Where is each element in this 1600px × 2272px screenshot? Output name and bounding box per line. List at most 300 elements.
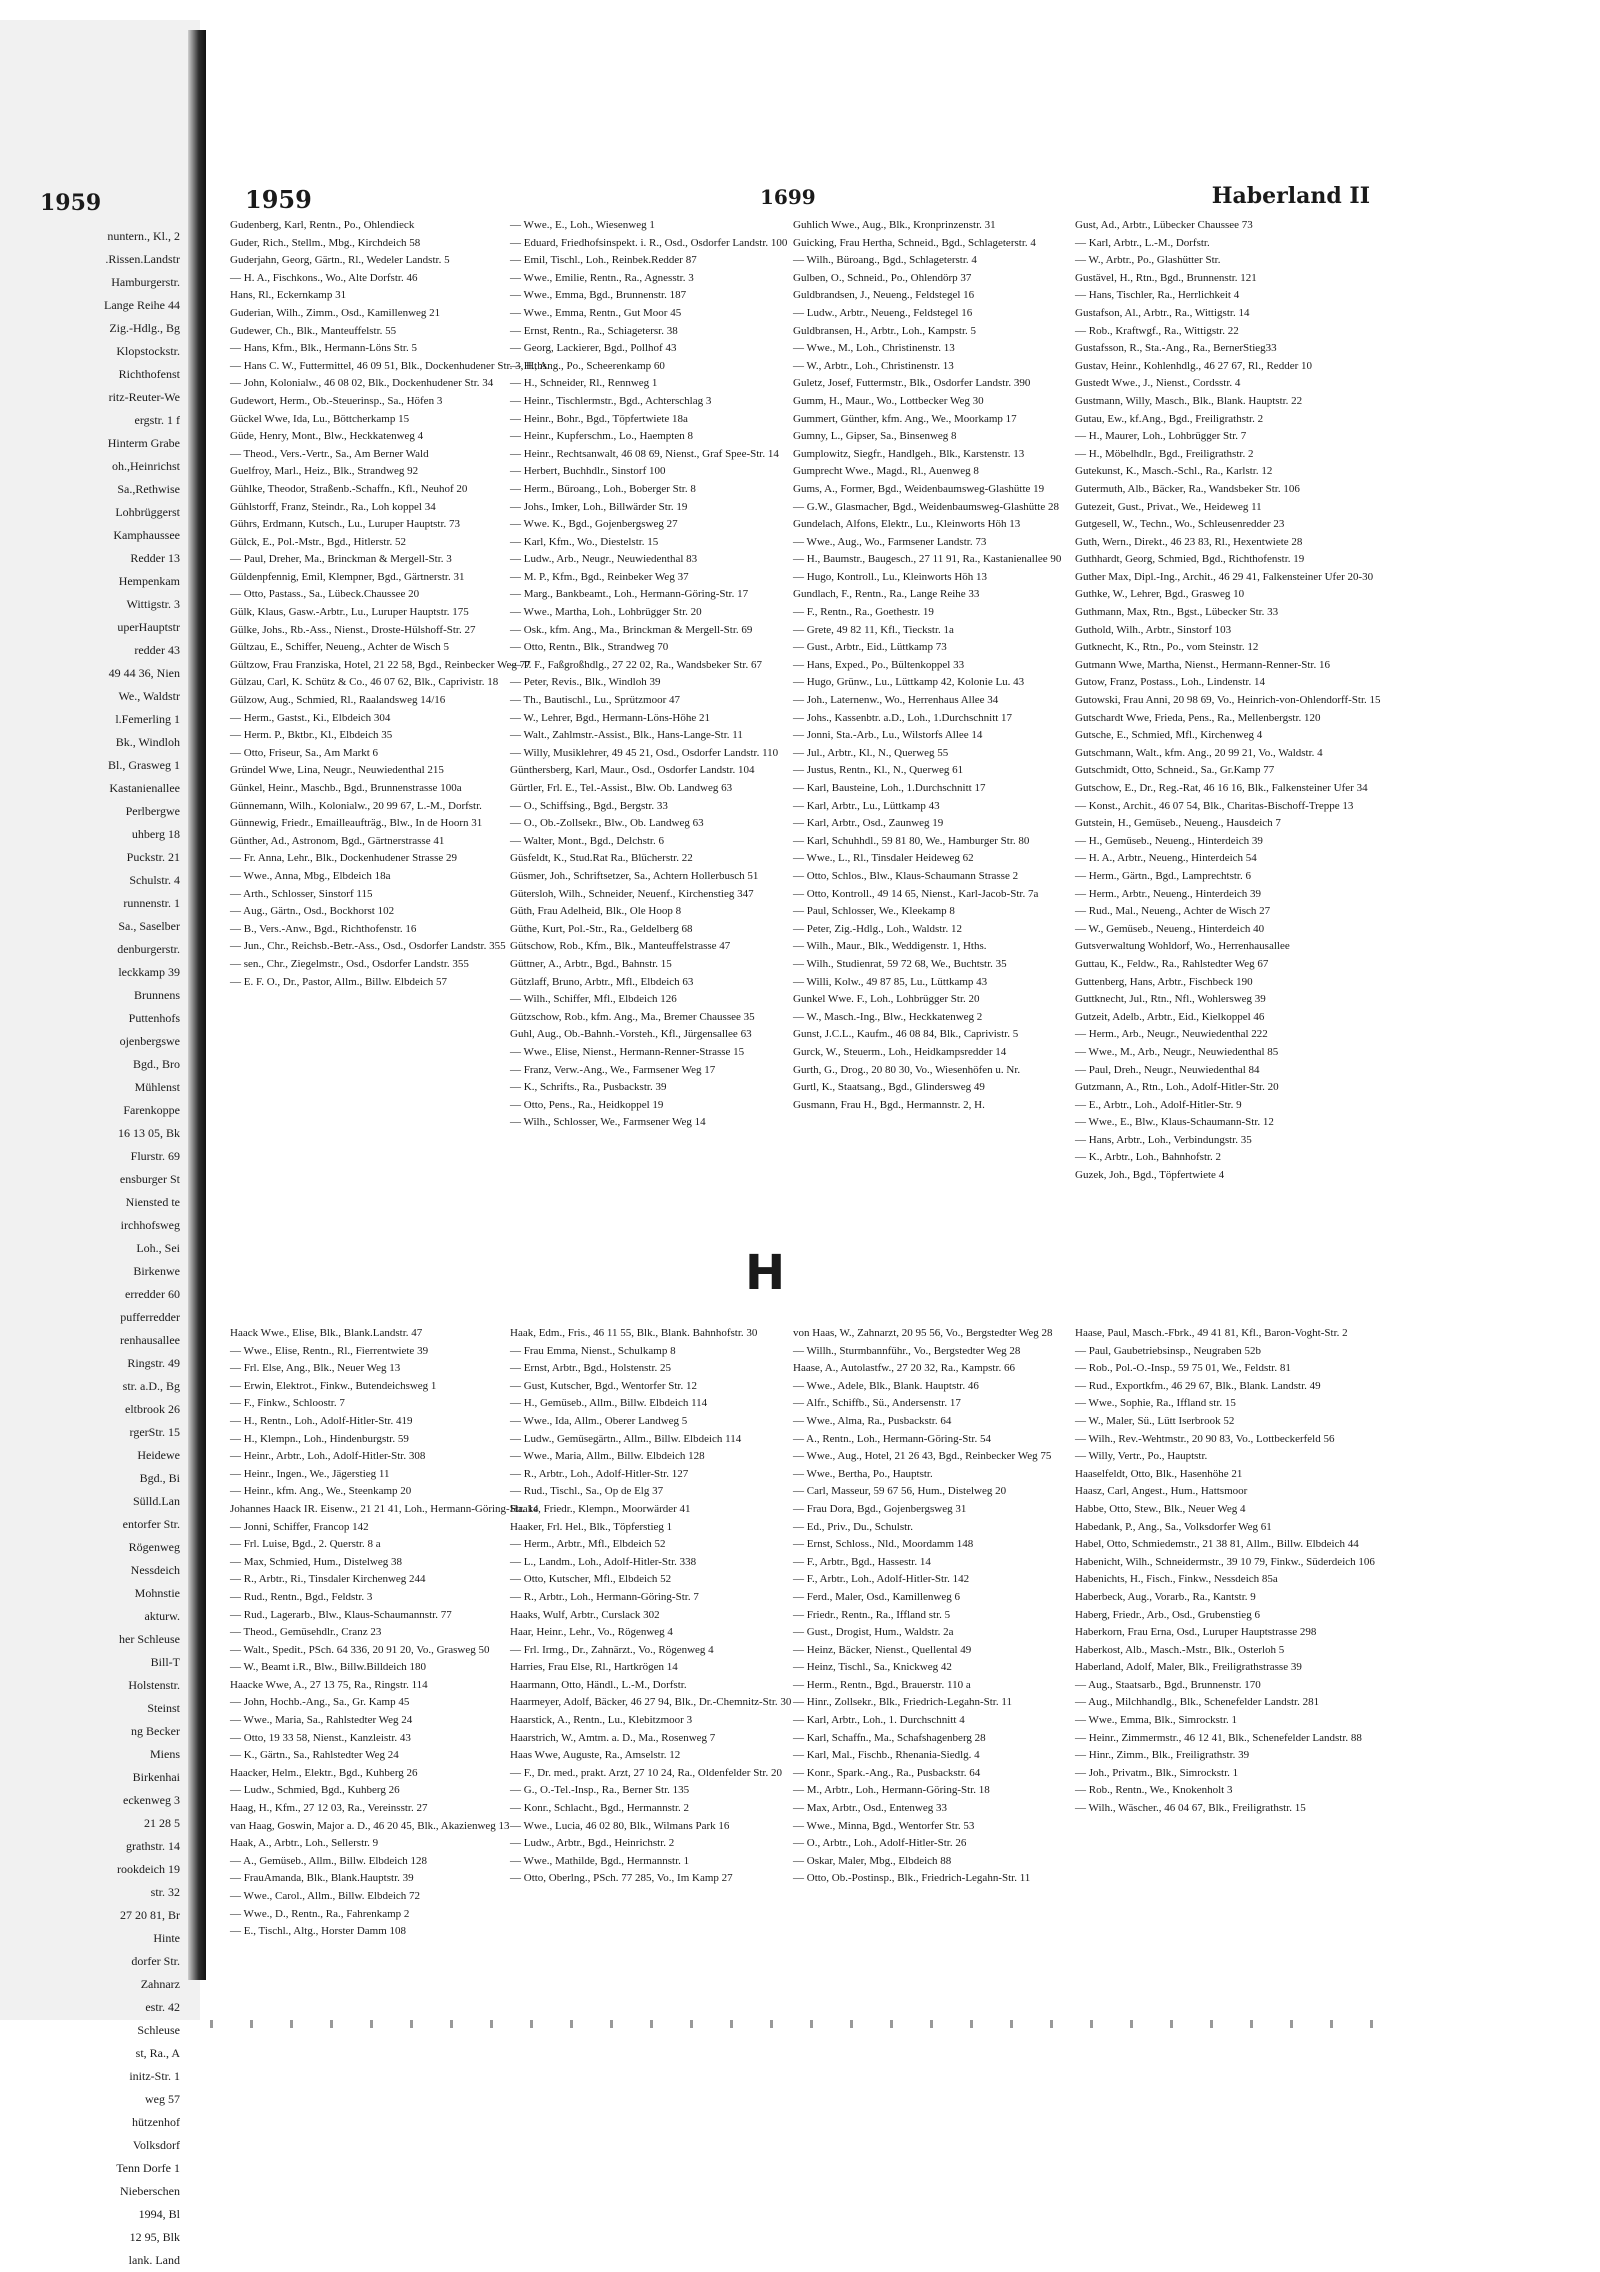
directory-entry: — Paul, Dreh., Neugr., Neuwiedenthal 84	[1075, 1063, 1260, 1076]
previous-page-line: Hinterm Grabe	[107, 436, 180, 450]
directory-entry: — Ed., Priv., Du., Schulstr.	[793, 1520, 913, 1533]
directory-entry: Habenicht, Wilh., Schneidermstr., 39 10 79, Finkw., Süderdeich 106	[1075, 1555, 1375, 1568]
directory-entry: — Walt., Spedit., PSch. 64 336, 20 91 20, Vo., Grasweg 50	[230, 1643, 490, 1656]
previous-page-line: denburgerstr.	[117, 942, 180, 956]
column-1-bottom	[230, 1325, 539, 1985]
directory-entry: — W., Gemüseb., Neueng., Hinterdeich 40	[1075, 922, 1265, 935]
previous-page-line: uhberg 18	[131, 827, 180, 841]
directory-entry: Haberkost, Alb., Masch.-Mstr., Blk., Osterloh 5	[1075, 1643, 1285, 1656]
directory-entry: Gutschardt Wwe, Frieda, Pens., Ra., Mellenbergstr. 120	[1075, 711, 1321, 724]
directory-entry: — Aug., Milchhandlg., Blk., Schenefelder Landstr. 281	[1075, 1696, 1320, 1709]
directory-entry: — Eduard, Friedhofsinspekt. i. R., Osd., Osdorfer Landstr. 100	[510, 236, 788, 249]
directory-entry: — Aug., Gärtn., Osd., Bockhorst 102	[230, 905, 395, 918]
directory-entry: — Ludw., Gemüsegärtn., Allm., Billw. Elbdeich 114	[510, 1432, 742, 1445]
directory-entry: — Karl, Arbtr., Osd., Zaunweg 19	[793, 817, 944, 830]
directory-entry: Hans, Rl., Eckernkamp 31	[230, 289, 347, 302]
directory-entry: — Otto, Pastass., Sa., Lübeck.Chaussee 20	[230, 588, 420, 601]
directory-entry: Haaks, Wulf, Arbtr., Curslack 302	[510, 1608, 660, 1621]
directory-entry: — Friedr., Rentn., Ra., Iffland str. 5	[793, 1608, 951, 1621]
directory-entry: Gürtler, Frl. E., Tel.-Assist., Blw. Ob. Landweg 63	[510, 782, 733, 794]
previous-page-line: estr. 42	[145, 2000, 180, 2014]
directory-entry: — Max, Arbtr., Osd., Entenweg 33	[793, 1802, 947, 1815]
directory-entry: — Wwe., Ida, Allm., Oberer Landweg 5	[510, 1414, 688, 1427]
directory-entry: — H., Baumstr., Baugesch., 27 11 91, Ra., Kastanienallee 90	[793, 553, 1062, 566]
directory-entry: — Herm., Rentn., Bgd., Brauerstr. 110 a	[793, 1678, 971, 1691]
section-letter: H	[745, 1245, 786, 1301]
directory-entry: — Willy, Vertr., Po., Hauptstr.	[1075, 1450, 1208, 1463]
directory-entry: — John, Kolonialw., 46 08 02, Blk., Dockenhudener Str. 34	[230, 377, 494, 390]
directory-entry: — Heinz, Tischl., Sa., Knickweg 42	[793, 1661, 952, 1674]
directory-entry: — Joh., Laternenw., Wo., Herrenhaus Allee 34	[793, 694, 999, 707]
directory-entry: Haberland, Adolf, Maler, Blk., Freiligrathstrasse 39	[1075, 1661, 1302, 1674]
directory-entry: Günnemann, Wilh., Kolonialw., 20 99 67, L.-M., Dorfstr.	[230, 799, 482, 812]
previous-page-line: Sülld.Lan	[133, 1494, 180, 1508]
directory-entry: — Willh., Sturmbannführ., Vo., Bergstedter Weg 28	[793, 1344, 1021, 1357]
directory-entry: — Hinr., Zimm., Blk., Freiligrathstr. 39	[1075, 1749, 1250, 1762]
previous-page-line: Lohbrüggerst	[115, 505, 180, 519]
directory-entry: — Jul., Arbtr., Kl., N., Querweg 55	[793, 746, 949, 759]
directory-entry: — Gust., Drogist, Hum., Waldstr. 2a	[793, 1626, 954, 1639]
previous-page-line: 12 95, Blk	[129, 2230, 180, 2244]
directory-entry: — Wilh., Büroang., Bgd., Schlageterstr. 4	[793, 254, 977, 267]
directory-entry: — Rud., Lagerarb., Blw., Klaus-Schaumannstr. 77	[230, 1608, 452, 1621]
directory-entry: — H., Klempn., Loh., Hindenburgstr. 59	[230, 1432, 409, 1445]
directory-entry: — A., Gemüseb., Allm., Billw. Elbdeich 128	[230, 1854, 427, 1867]
directory-entry: — Arth., Schlosser, Sinstorf 115	[230, 887, 373, 900]
directory-entry: Gutzmann, A., Rtn., Loh., Adolf-Hitler-Str. 20	[1075, 1081, 1279, 1094]
directory-entry: Haberkorn, Frau Erna, Osd., Luruper Hauptstrasse 298	[1075, 1626, 1317, 1639]
previous-page-line: Wittigstr. 3	[126, 597, 180, 611]
directory-entry: — Wwe., M., Arb., Neugr., Neuwiedenthal 85	[1075, 1045, 1279, 1058]
directory-entry: — Wilh., Studienrat, 59 72 68, We., Buchtstr. 35	[793, 957, 1007, 970]
column-2-top	[510, 217, 788, 1265]
directory-entry: Johannes Haack IR. Eisenw., 21 21 41, Loh., Hermann-Göring-Str. 14	[230, 1502, 539, 1515]
directory-entry: Gützschow, Rob., kfm. Ang., Ma., Bremer Chaussee 35	[510, 1010, 755, 1023]
previous-page-line: Ringstr. 49	[127, 1356, 180, 1370]
previous-page-line: Perlbergwe	[125, 804, 180, 818]
directory-entry: Haarmann, Otto, Händl., L.-M., Dorfstr.	[510, 1678, 687, 1691]
directory-entry: — Hans, Tischler, Ra., Herrlichkeit 4	[1075, 289, 1240, 302]
directory-entry: — Georg, Lackierer, Bgd., Pollhof 43	[510, 342, 677, 355]
directory-entry: — H., Gemüseb., Neueng., Hinterdeich 39	[1075, 834, 1263, 847]
column-4-top	[1075, 217, 1381, 1265]
previous-page-line: Mühlenst	[134, 1080, 180, 1094]
directory-entry: — Karl, Schaffn., Ma., Schafshagenberg 28	[793, 1731, 986, 1744]
directory-entry: — Frl. Luise, Bgd., 2. Querstr. 8 a	[230, 1538, 381, 1551]
directory-entry: Guttknecht, Jul., Rtn., Nfl., Wohlersweg 39	[1075, 993, 1266, 1006]
directory-entry: — Otto, Ob.-Postinsp., Blk., Friedrich-Legahn-Str. 11	[793, 1872, 1031, 1885]
directory-entry: — Wwe., E., Blw., Klaus-Schaumann-Str. 12	[1075, 1116, 1274, 1129]
directory-entry: Haase, A., Autolastfw., 27 20 32, Ra., Kampstr. 66	[793, 1362, 1016, 1375]
directory-entry: — Herm., Gastst., Ki., Elbdeich 304	[230, 711, 391, 724]
directory-entry: — L., Landm., Loh., Adolf-Hitler-Str. 338	[510, 1555, 697, 1568]
previous-page-line: Richthofenst	[118, 367, 180, 381]
directory-entry: Haarstick, A., Rentn., Lu., Klebitzmoor 3	[510, 1714, 693, 1727]
directory-entry: — Rud., Exportkfm., 46 29 67, Blk., Blank. Landstr. 49	[1075, 1379, 1321, 1392]
directory-entry: — Wwe., Maria, Allm., Billw. Elbdeich 128	[510, 1450, 705, 1463]
directory-entry: — M., Arbtr., Loh., Hermann-Göring-Str. 18	[793, 1784, 990, 1797]
previous-page-line: her Schleuse	[119, 1632, 180, 1646]
directory-entry: Gutsche, E., Schmied, Mfl., Kirchenweg 4	[1075, 729, 1263, 742]
directory-entry: Günkel, Heinr., Maschb., Bgd., Brunnenstrasse 100a	[230, 782, 462, 794]
previous-page-line: ng Becker	[131, 1724, 180, 1738]
previous-page-line: Sa.,Rethwise	[117, 482, 180, 496]
directory-entry: — Otto, Kutscher, Mfl., Elbdeich 52	[510, 1573, 672, 1586]
directory-entry: Guther Max, Dipl.-Ing., Archit., 46 29 41, Falkensteiner Ufer 20-30	[1075, 570, 1374, 583]
directory-entry: — Herm., Gärtn., Bgd., Lamprechtstr. 6	[1075, 869, 1251, 882]
directory-entry: Haaker, Frl. Hel., Blk., Töpferstieg 1	[510, 1520, 673, 1533]
previous-page-line: Bgd., Bi	[139, 1471, 180, 1485]
directory-entry: Güthe, Kurt, Pol.-Str., Ra., Geldelberg 68	[510, 922, 693, 935]
directory-entry: Guelfroy, Marl., Heiz., Blk., Strandweg 92	[230, 465, 419, 478]
previous-page-line: redder 43	[134, 643, 180, 657]
directory-entry: — Heinr., Tischlermstr., Bgd., Achterschlag 3	[510, 394, 712, 407]
directory-entry: — W., Masch.-Ing., Blw., Heckkatenweg 2	[793, 1010, 983, 1023]
directory-entry: — Carl, Masseur, 59 67 56, Hum., Distelweg 20	[793, 1485, 1007, 1498]
directory-entry: Günthersberg, Karl, Maur., Osd., Osdorfer Landstr. 104	[510, 764, 755, 777]
directory-entry: — H., Ang., Po., Scheerenkamp 60	[510, 359, 665, 372]
column-1-top	[230, 217, 550, 1265]
directory-entry: — A., Rentn., Loh., Hermann-Göring-Str. 54	[793, 1432, 991, 1445]
directory-entry: — Gust., Arbtr., Eid., Lüttkamp 73	[793, 641, 947, 654]
previous-page-line: irchhofsweg	[120, 1218, 180, 1232]
directory-entry: Haake, Friedr., Klempn., Moorwärder 41	[510, 1502, 691, 1515]
directory-entry: — Wilh., Rev.-Wehtmstr., 20 90 83, Vo., Lottbeckerfeld 56	[1075, 1432, 1335, 1445]
directory-entry: — Herm. P., Bktbr., Kl., Elbdeich 35	[230, 729, 393, 742]
directory-entry: — E., Arbtr., Loh., Adolf-Hitler-Str. 9	[1075, 1098, 1242, 1111]
directory-entry: Haarmeyer, Adolf, Bäcker, 46 27 94, Blk., Dr.-Chemnitz-Str. 30	[510, 1696, 792, 1709]
previous-page-line: Lange Reihe 44	[104, 298, 180, 312]
directory-entry: — R., Arbtr., Ri., Tinsdaler Kirchenweg 244	[230, 1573, 426, 1586]
directory-entry: — O., Ob.-Zollsekr., Blw., Ob. Landweg 63	[510, 817, 704, 830]
directory-entry: Gumny, L., Gipser, Sa., Binsenweg 8	[793, 430, 957, 443]
running-head: Haberland II	[1211, 183, 1370, 209]
directory-entry: Gutekunst, K., Masch.-Schl., Ra., Karlstr. 12	[1075, 465, 1273, 478]
directory-entry: Gückel Wwe, Ida, Lu., Böttcherkamp 15	[230, 412, 410, 425]
previous-page-line: str. 32	[150, 1885, 180, 1899]
previous-page-line: entorfer Str.	[122, 1517, 180, 1531]
directory-entry: Haarstrich, W., Amtm. a. D., Ma., Rosenweg 7	[510, 1731, 716, 1744]
directory-entry: — Wwe., Emilie, Rentn., Ra., Agnesstr. 3	[510, 271, 694, 284]
directory-entry: — Karl, Bausteine, Loh., 1.Durchschnitt 17	[793, 782, 986, 794]
directory-entry: — H. A., Fischkons., Wo., Alte Dorfstr. 46	[230, 271, 418, 284]
directory-entry: — H., Gemüseb., Allm., Billw. Elbdeich 114	[510, 1397, 708, 1410]
previous-page-line: initz-Str. 1	[129, 2069, 180, 2083]
previous-page-line: Zahnarz	[140, 1977, 180, 1991]
directory-entry: Gutow, Franz, Postass., Loh., Lindenstr. 14	[1075, 676, 1265, 689]
directory-entry: Gründel Wwe, Lina, Neugr., Neuwiedenthal 215	[230, 764, 444, 777]
column-3-bottom	[793, 1325, 1061, 1985]
previous-page-fragment	[0, 20, 200, 2267]
directory-entry: Gutgesell, W., Techn., Wo., Schleusenredder 23	[1075, 518, 1285, 531]
directory-entry: Güttner, A., Arbtr., Bgd., Bahnstr. 15	[510, 957, 672, 970]
directory-entry: — Jun., Chr., Reichsb.-Betr.-Ass., Osd., Osdorfer Landstr. 355	[230, 940, 506, 953]
directory-entry: — Max, Schmied, Hum., Distelweg 38	[230, 1555, 403, 1568]
previous-page-line: hützenhof	[132, 2115, 180, 2129]
previous-page-line: Mohnstie	[134, 1586, 180, 1600]
directory-entry: Gutowski, Frau Anni, 20 98 69, Vo., Heinrich-von-Ohlendorff-Str. 15	[1075, 694, 1381, 707]
page-year: 1959	[245, 185, 312, 214]
previous-page-line: eltbrook 26	[125, 1402, 180, 1416]
directory-entry: — Ludw., Arbtr., Neueng., Feldstegel 16	[793, 306, 973, 319]
directory-entry: — Wwe., Mathilde, Bgd., Hermannstr. 1	[510, 1854, 690, 1867]
previous-page-line: Volksdorf	[132, 2138, 180, 2152]
directory-entry: Guthmann, Max, Rtn., Bgst., Lübecker Str. 33	[1075, 606, 1279, 619]
directory-entry: Gühlke, Theodor, Straßenb.-Schaffn., Kfl., Neuhof 20	[230, 482, 468, 495]
directory-entry: Guttau, K., Feldw., Ra., Rahlstedter Weg 67	[1075, 957, 1269, 970]
directory-entry: — Jonni, Sta.-Arb., Lu., Wilstorfs Allee 14	[793, 729, 983, 742]
directory-entry: — Heinr., Rechtsanwalt, 46 08 69, Nienst., Graf Spee-Str. 14	[510, 447, 779, 460]
directory-entry: — Heinr., Ingen., We., Jägerstieg 11	[230, 1467, 390, 1480]
directory-entry: Gutau, Ew., kf.Ang., Bgd., Freiligrathstr. 2	[1075, 412, 1264, 425]
directory-entry: Gudewer, Ch., Blk., Manteuffelstr. 55	[230, 324, 397, 337]
directory-entry: Gustävel, H., Rtn., Bgd., Brunnenstr. 121	[1075, 271, 1257, 284]
previous-page-line: Nessdeich	[130, 1563, 180, 1577]
directory-entry: Guhl, Aug., Ob.-Bahnh.-Vorsteh., Kfl., Jürgensallee 63	[510, 1028, 752, 1041]
directory-entry: — Wwe., L., Rl., Tinsdaler Heideweg 62	[793, 852, 974, 865]
directory-entry: Guderian, Wilh., Zimm., Osd., Kamillenweg 21	[230, 306, 441, 319]
previous-page-line: pufferredder	[120, 1310, 180, 1324]
previous-page-line: 16 13 05, Bk	[117, 1126, 180, 1140]
directory-entry: Haag, H., Kfm., 27 12 03, Ra., Vereinsstr. 27	[230, 1802, 428, 1815]
previous-page-line: 27 20 81, Br	[120, 1908, 180, 1922]
directory-entry: Haacker, Helm., Elektr., Bgd., Kuhberg 26	[230, 1766, 418, 1779]
directory-entry: — Peter, Zig.-Hdlg., Loh., Waldstr. 12	[793, 922, 962, 935]
directory-entry: — O., Schiffsing., Bgd., Bergstr. 33	[510, 799, 668, 812]
directory-entry: Guthke, W., Lehrer, Bgd., Grasweg 10	[1075, 588, 1245, 601]
directory-entry: Haacke Wwe, A., 27 13 75, Ra., Ringstr. 114	[230, 1678, 428, 1691]
directory-entry: — Hugo, Kontroll., Lu., Kleinworts Höh 13	[793, 570, 988, 583]
directory-entry: — Fr. Anna, Lehr., Blk., Dockenhudener Strasse 29	[230, 852, 457, 865]
directory-entry: Gülzau, Carl, K. Schütz & Co., 46 07 62, Blk., Caprivistr. 18	[230, 676, 499, 689]
directory-entry: Gutknecht, K., Rtn., Po., vom Steinstr. 12	[1075, 641, 1259, 654]
directory-entry: Gützlaff, Bruno, Arbtr., Mfl., Elbdeich 63	[510, 975, 694, 988]
directory-entry: — K., Schrifts., Ra., Pusbackstr. 39	[510, 1081, 667, 1094]
directory-entry: Gudenberg, Karl, Rentn., Po., Ohlendieck	[230, 219, 415, 231]
directory-entry: — Wwe. K., Bgd., Gojenbergsweg 27	[510, 518, 678, 531]
directory-entry: — Heinr., Kupferschm., Lo., Haempten 8	[510, 430, 693, 443]
directory-entry: — H., Schneider, Rl., Rennweg 1	[510, 377, 658, 390]
directory-entry: — H., Möbelhdlr., Bgd., Freiligrathstr. 2	[1075, 447, 1254, 460]
directory-entry: Haase, Paul, Masch.-Fbrk., 49 41 81, Kfl., Baron-Voght-Str. 2	[1075, 1327, 1348, 1339]
directory-entry: Guder, Rich., Stellm., Mbg., Kirchdeich 58	[230, 236, 421, 249]
column-2-bottom	[510, 1325, 792, 1985]
previous-page-line: ritz-Reuter-We	[108, 390, 180, 404]
previous-page-line: Hamburgerstr.	[111, 275, 180, 289]
directory-entry: Gusmann, Frau H., Bgd., Hermannstr. 2, H.	[793, 1098, 985, 1111]
directory-entry: Gutezeit, Gust., Privat., We., Heideweg 11	[1075, 500, 1262, 513]
directory-entry: — Wwe., Sophie, Ra., Iffland str. 15	[1075, 1397, 1236, 1410]
directory-entry: Güsfeldt, K., Stud.Rat Ra., Blücherstr. 22	[510, 852, 693, 865]
directory-entry: Habel, Otto, Schmiedemstr., 21 38 81, Allm., Billw. Elbdeich 44	[1075, 1538, 1359, 1551]
directory-entry: — sen., Chr., Ziegelmstr., Osd., Osdorfer Landstr. 355	[230, 957, 469, 970]
previous-page-line: Schleuse	[137, 2023, 180, 2037]
directory-entry: — Franz, Verw.-Ang., We., Farmsener Weg 17	[510, 1063, 716, 1076]
directory-entry: — Paul, Dreher, Ma., Brinckman & Mergell-Str. 3	[230, 553, 452, 566]
previous-page-line: Miens	[150, 1747, 180, 1761]
directory-entry: — Hugo, Grünw., Lu., Lüttkamp 42, Kolonie Lu. 43	[793, 676, 1025, 689]
previous-page-line: Holstenstr.	[128, 1678, 180, 1692]
directory-entry: Guletz, Josef, Futtermstr., Blk., Osdorfer Landstr. 390	[793, 377, 1031, 390]
directory-entry: — W., Arbtr., Loh., Christinenstr. 13	[793, 359, 954, 372]
directory-entry: — Wwe., Aug., Hotel, 21 26 43, Bgd., Reinbecker Weg 75	[793, 1450, 1052, 1463]
directory-entry: — Otto, 19 33 58, Nienst., Kanzleistr. 43	[230, 1731, 411, 1744]
directory-entry: Gustedt Wwe., J., Nienst., Cordsstr. 4	[1075, 377, 1241, 390]
directory-entry: Gutermuth, Alb., Bäcker, Ra., Wandsbeker Str. 106	[1075, 482, 1300, 495]
directory-entry: — Rob., Kraftwgf., Ra., Wittigstr. 22	[1075, 324, 1239, 337]
directory-entry: Günnewig, Friedr., Emailleaufträg., Blw., In de Hoorn 31	[230, 817, 483, 830]
directory-entry: — Frau Dora, Bgd., Gojenbergsweg 31	[793, 1502, 967, 1515]
previous-page-line: Bk., Windloh	[115, 735, 180, 749]
previous-page-line: Bl., Grasweg 1	[108, 758, 180, 772]
directory-entry: — Gust, Kutscher, Bgd., Wentorfer Str. 12	[510, 1379, 697, 1392]
previous-page-line: runnenstr. 1	[123, 896, 180, 910]
directory-entry: Habenichts, H., Fisch., Finkw., Nessdeich 85a	[1075, 1573, 1278, 1586]
previous-page-line: akturw.	[144, 1609, 180, 1623]
previous-page-line: ojenbergswe	[119, 1034, 180, 1048]
directory-entry: Harries, Frau Else, Rl., Hartkrögen 14	[510, 1661, 678, 1674]
directory-entry: — Herm., Arbtr., Mfl., Elbdeich 52	[510, 1538, 666, 1551]
previous-page-line: Schulstr. 4	[129, 873, 180, 887]
directory-entry: Gumm, H., Maur., Wo., Lottbecker Weg 30	[793, 394, 984, 407]
previous-page-line: Klopstockstr.	[116, 344, 180, 358]
directory-entry: — Wwe., Bertha, Po., Hauptstr.	[793, 1467, 933, 1480]
directory-entry: — Konr., Schlacht., Bgd., Hermannstr. 2	[510, 1802, 690, 1815]
previous-page-line: str. a.D., Bg	[122, 1379, 180, 1393]
directory-entry: — Osk., kfm. Ang., Ma., Brinckman & Mergell-Str. 69	[510, 623, 753, 636]
directory-entry: — Wwe., E., Loh., Wiesenweg 1	[510, 219, 655, 231]
previous-page-line: 49 44 36, Nien	[108, 666, 180, 680]
directory-entry: — G.W., Glasmacher, Bgd., Weidenbaumsweg-Glashütte 28	[793, 500, 1059, 513]
page-number: 1699	[760, 185, 816, 209]
directory-entry: — E., Tischl., Altg., Horster Damm 108	[230, 1925, 407, 1938]
previous-page-line: Sa., Saselber	[118, 919, 180, 933]
directory-entry: — Th., Bautischl., Lu., Sprützmoor 47	[510, 694, 680, 707]
previous-page-line: Steinst	[147, 1701, 180, 1715]
directory-entry: — Konst., Archit., 46 07 54, Blk., Charitas-Bischoff-Treppe 13	[1075, 799, 1354, 812]
directory-entry: — Willy, Musiklehrer, 49 45 21, Osd., Osdorfer Landstr. 110	[510, 746, 779, 759]
previous-page-line: Heidewe	[137, 1448, 180, 1462]
directory-entry: — Heinz, Bäcker, Nienst., Quellental 49	[793, 1643, 972, 1656]
directory-entry: — Otto, Friseur, Sa., Am Markt 6	[230, 746, 379, 759]
directory-entry: — Wwe., Elise, Nienst., Hermann-Renner-Strasse 15	[510, 1045, 745, 1058]
previous-page-line: Birkenhai	[132, 1770, 180, 1784]
directory-entry: — Walter, Mont., Bgd., Delchstr. 6	[510, 834, 664, 847]
directory-entry: Haak, Edm., Fris., 46 11 55, Blk., Blank. Bahnhofstr. 30	[510, 1327, 758, 1339]
previous-page-line: Kastanienallee	[109, 781, 180, 795]
previous-page-line: uperHauptstr	[117, 620, 180, 634]
directory-entry: — Wwe., Alma, Ra., Pusbackstr. 64	[793, 1414, 952, 1427]
directory-entry: — Ernst, Arbtr., Bgd., Holstenstr. 25	[510, 1362, 672, 1375]
previous-page-line: Hinte	[153, 1931, 180, 1945]
directory-entry: Güth, Frau Adelheid, Blk., Ole Hoop 8	[510, 905, 682, 918]
directory-entry: — Hans, Kfm., Blk., Hermann-Löns Str. 5	[230, 342, 417, 355]
previous-page-lines	[0, 225, 180, 2272]
previous-page-line: Puckstr. 21	[126, 850, 180, 864]
directory-entry: — F., Dr. med., prakt. Arzt, 27 10 24, Ra., Oldenfelder Str. 20	[510, 1766, 782, 1779]
directory-entry: — Hans, Arbtr., Loh., Verbindungstr. 35	[1075, 1133, 1252, 1146]
directory-entry: Gütschow, Rob., Kfm., Blk., Manteuffelstrasse 47	[510, 940, 731, 953]
previous-page-line: oh.,Heinrichst	[112, 459, 180, 473]
directory-entry: — Peter, Revis., Blk., Windloh 39	[510, 676, 661, 689]
directory-entry: — R., Arbtr., Loh., Hermann-Göring-Str. 7	[510, 1590, 699, 1603]
directory-entry: — Ludw., Schmied, Bgd., Kuhberg 26	[230, 1784, 400, 1797]
directory-entry: — Wilh., Maur., Blk., Weddigenstr. 1, Hths.	[793, 940, 987, 953]
directory-entry: Gülck, E., Pol.-Mstr., Bgd., Hitlerstr. 52	[230, 535, 406, 548]
directory-entry: — Wwe., Emma, Rentn., Gut Moor 45	[510, 306, 682, 319]
directory-entry: Gustafsson, R., Sta.-Ang., Ra., BernerStieg33	[1075, 342, 1277, 355]
scan-artifact	[210, 2020, 1410, 2028]
directory-entry: — H. A., Arbtr., Neueng., Hinterdeich 54	[1075, 852, 1257, 865]
directory-entry: Gustafson, Al., Arbtr., Ra., Wittigstr. 14	[1075, 306, 1250, 319]
directory-entry: — K., Gärtn., Sa., Rahlstedter Weg 24	[230, 1749, 399, 1762]
directory-entry: Gühlstorff, Franz, Steindr., Ra., Loh koppel 34	[230, 500, 436, 513]
directory-entry: — Justus, Rentn., Kl., N., Querweg 61	[793, 764, 964, 777]
directory-entry: Gütersloh, Wilh., Schneider, Neuenf., Kirchenstieg 347	[510, 887, 754, 900]
directory-entry: — Heinr., Bohr., Bgd., Töpfertwiete 18a	[510, 412, 688, 425]
previous-page-line: l.Femerling 1	[115, 712, 180, 726]
directory-entry: Gutschmann, Walt., kfm. Ang., 20 99 21, Vo., Waldstr. 4	[1075, 746, 1323, 759]
previous-page-line: 1994, Bl	[138, 2207, 180, 2221]
directory-entry: — Herm., Büroang., Loh., Boberger Str. 8	[510, 482, 696, 495]
directory-entry: Gulben, O., Schneid., Po., Ohlendörp 37	[793, 271, 972, 284]
directory-entry: — E. F. O., Dr., Pastor, Allm., Billw. Elbdeich 57	[230, 975, 448, 988]
directory-entry: — Frl. Else, Ang., Blk., Neuer Weg 13	[230, 1362, 401, 1375]
directory-entry: — Otto, Oberlng., PSch. 77 285, Vo., Im Kamp 27	[510, 1872, 733, 1885]
directory-entry: — Karl, Mal., Fischb., Rhenania-Siedlg. 4	[793, 1749, 980, 1762]
previous-page-line: lank. Land	[128, 2253, 180, 2267]
directory-entry: Gülzow, Aug., Schmied, Rl., Raalandsweg 14/16	[230, 694, 446, 707]
previous-page-line: nuntern., Kl., 2	[107, 229, 180, 243]
directory-entry: Gundelach, Alfons, Elektr., Lu., Kleinworts Höh 13	[793, 518, 1021, 531]
directory-entry: — W., Beamt i.R., Blw., Billw.Billdeich 180	[230, 1661, 426, 1674]
directory-entry: Gurck, W., Steuerm., Loh., Heidkampsredder 14	[793, 1045, 1007, 1058]
previous-page-line: .Rissen.Landstr	[105, 252, 180, 266]
directory-entry: — Ludw., Arbtr., Bgd., Heinrichstr. 2	[510, 1837, 675, 1850]
previous-page-line: Rögenweg	[128, 1540, 180, 1554]
directory-entry: — Rud., Tischl., Sa., Op de Elg 37	[510, 1485, 664, 1498]
directory-entry: Guzek, Joh., Bgd., Töpfertwiete 4	[1075, 1169, 1225, 1182]
book-spine-shadow	[188, 30, 206, 1980]
directory-entry: Gurtl, K., Staatsang., Bgd., Glindersweg 49	[793, 1081, 985, 1094]
directory-entry: Haberbeck, Aug., Vorarb., Ra., Kantstr. 9	[1075, 1590, 1256, 1603]
directory-entry: — M. P., Kfm., Bgd., Reinbeker Weg 37	[510, 570, 689, 583]
directory-entry: — H., Rentn., Loh., Adolf-Hitler-Str. 419	[230, 1414, 413, 1427]
directory-entry: Gutzeit, Adelb., Arbtr., Eid., Kielkoppel 46	[1075, 1010, 1265, 1023]
column-3-top	[793, 217, 1061, 1265]
previous-page-line: Bgd., Bro	[132, 1057, 180, 1071]
previous-page-line: eckenweg 3	[123, 1793, 180, 1807]
directory-entry: — Johs., Imker, Loh., Billwärder Str. 19	[510, 500, 688, 513]
directory-entry: — Ernst, Rentn., Ra., Schiagetersr. 38	[510, 324, 678, 337]
directory-entry: — Wilh., Schiffer, Mfl., Elbdeich 126	[510, 993, 677, 1006]
directory-entry: Güldenpfennig, Emil, Klempner, Bgd., Gärtnerstr. 31	[230, 570, 465, 583]
directory-entry: — Karl, Schuhhdl., 59 81 80, We., Hamburger Str. 80	[793, 834, 1030, 847]
directory-entry: — F., Arbtr., Loh., Adolf-Hitler-Str. 142	[793, 1573, 970, 1586]
directory-entry: — G., O.-Tel.-Insp., Ra., Berner Str. 135	[510, 1784, 690, 1797]
previous-page-line: We., Waldstr	[118, 689, 180, 703]
directory-entry: Güde, Henry, Mont., Blw., Heckkatenweg 4	[230, 430, 424, 443]
directory-entry: — Otto, Pens., Ra., Heidkoppel 19	[510, 1098, 664, 1111]
directory-entry: Haaselfeldt, Otto, Blk., Hasenhöhe 21	[1075, 1467, 1243, 1480]
directory-entry: — Paul, Schlosser, We., Kleekamp 8	[793, 905, 955, 918]
directory-entry: — Theod., Vers.-Vertr., Sa., Am Berner Wald	[230, 447, 429, 460]
directory-entry: — W., Maler, Sü., Lütt Iserbrook 52	[1075, 1414, 1235, 1427]
directory-entry: Gumprecht Wwe., Magd., Rl., Auenweg 8	[793, 465, 979, 478]
directory-entry: — Wwe., Anna, Mbg., Elbdeich 18a	[230, 869, 391, 882]
directory-entry: Guth, Wern., Direkt., 46 23 83, Rl., Hexentwiete 28	[1075, 535, 1303, 548]
directory-entry: Gührs, Erdmann, Kutsch., Lu., Luruper Hauptstr. 73	[230, 518, 461, 531]
